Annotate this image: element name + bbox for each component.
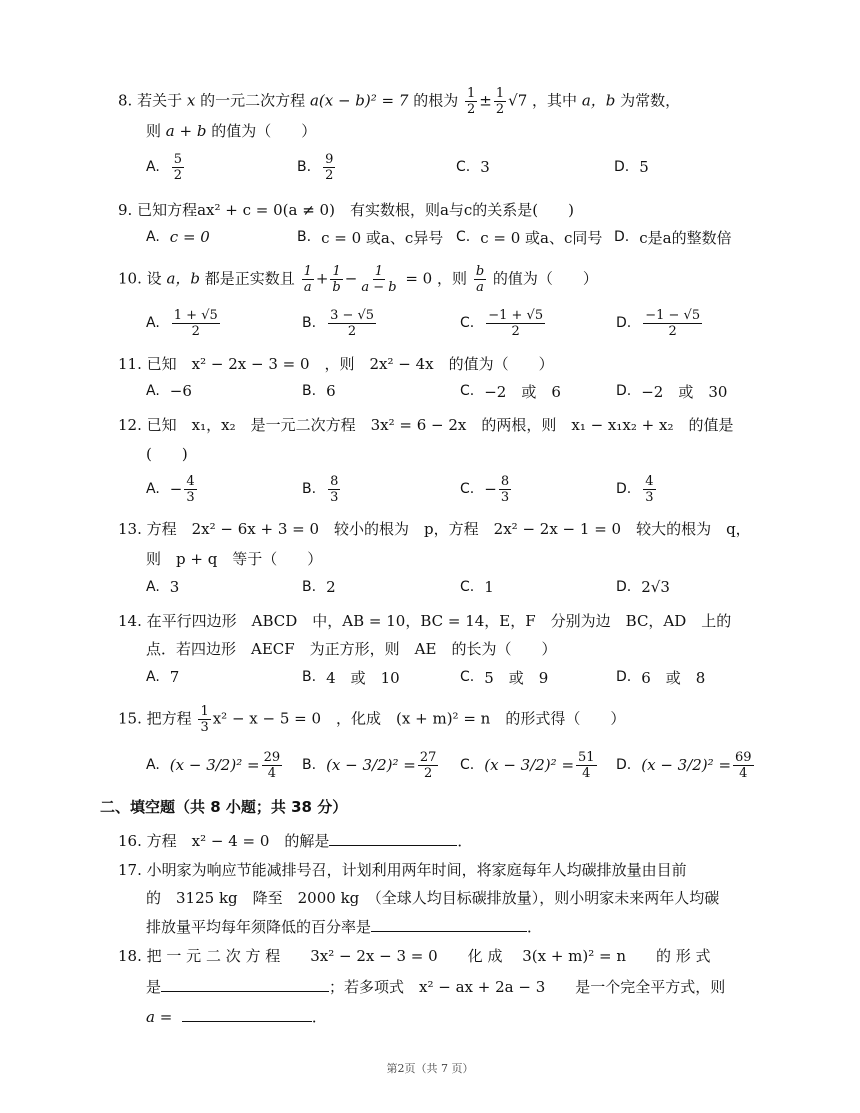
question-text: 若关于: [137, 91, 183, 110]
fraction: $\frac{1}{a}$: [303, 264, 312, 295]
option-a[interactable]: A. (x − 3/2)² = $\frac{29}{4}$: [146, 749, 281, 781]
question-9-line1: [118, 199, 574, 221]
question-text: 的 3125 kg 降至 2000 kg （全球人均目标碳排放量），则小明家未来两年人均碳: [146, 889, 720, 907]
question-12-line2: [146, 443, 188, 465]
option-b[interactable]: B. $\frac{8}{3}$: [302, 473, 339, 505]
question-number: 11.: [118, 355, 142, 373]
question-text: 设: [146, 269, 162, 288]
question-text: ．: [527, 918, 543, 936]
question-16-line1: [118, 829, 472, 852]
question-8-line2: [146, 120, 316, 142]
option-b[interactable]: B. 4 或 10: [302, 668, 400, 687]
option-b[interactable]: B. $\frac{3 - √5}{2}$: [302, 307, 375, 339]
question-17-line2: [146, 887, 719, 909]
math-variable: x: [186, 91, 196, 110]
question-number: 15.: [118, 709, 142, 728]
option-c[interactable]: C. −2 或 6: [460, 382, 561, 401]
fraction: $\frac{1}{2}$: [467, 86, 476, 117]
option-d[interactable]: D. 2√3: [616, 578, 670, 596]
option-b[interactable]: B. 2: [302, 578, 336, 596]
question-number: 18.: [118, 947, 142, 965]
question-8-options: [146, 152, 786, 182]
question-number: 13.: [118, 520, 142, 538]
question-text: 排放量平均每年须降低的百分率是: [146, 918, 372, 936]
math-equation: a(x − b)² = 7: [309, 91, 409, 110]
fraction: $\frac{1}{b}$: [332, 264, 341, 295]
question-text: 在平行四边形 ABCD 中，AB = 10，BC = 14，E，F 分别为边 BC，AD 上的: [146, 612, 732, 630]
question-number: 9.: [118, 201, 133, 219]
question-text: 把方程: [146, 709, 192, 728]
question-14-options: [146, 662, 786, 692]
option-a[interactable]: A. 3: [146, 578, 180, 596]
fraction: $\frac{1}{2}$: [495, 86, 505, 117]
option-c[interactable]: C. 3: [456, 158, 490, 176]
question-text: x² − x − 5 = 0 ，化成 (x + m)² = n 的形式得（ ）: [212, 709, 626, 728]
option-d[interactable]: D. 6 或 8: [616, 668, 706, 687]
question-10-line1: 10. 设 a，b 都是正实数且 $\frac{1}{a}$ + $\frac{1}{b}$ − $\frac{1}{a - b}$ = 0 ，则 $\frac{b}{a}$ 的值为（ ）: [118, 264, 598, 295]
question-15-options: [146, 750, 786, 780]
question-text: 是: [146, 978, 162, 996]
question-text: 已知 x² − 2x − 3 = 0 ，则 2x² − 4x 的值为（ ）: [146, 355, 554, 373]
math-expression: = 0: [405, 269, 433, 288]
option-b[interactable]: B. (x − 3/2)² = $\frac{27}{2}$: [302, 749, 437, 781]
question-text: 方程 x² − 4 = 0 的解是: [146, 832, 330, 850]
question-12-options: [146, 474, 786, 504]
fraction: $\frac{1}{3}$: [200, 704, 209, 735]
option-c[interactable]: C. c = 0 或a、c同号: [456, 228, 603, 247]
question-text: 的值为（ ）: [492, 269, 598, 288]
math-variables: a，b: [166, 269, 200, 288]
question-14-line1: [118, 610, 731, 632]
option-b[interactable]: B. c = 0 或a、c异号: [297, 228, 444, 247]
option-d[interactable]: D. c是a的整数倍: [614, 228, 732, 247]
question-text: 则 p + q 等于（ ）: [146, 550, 323, 568]
answer-blank[interactable]: [329, 829, 457, 846]
question-text: 的根为: [413, 91, 459, 110]
question-text: 的一元二次方程: [200, 91, 306, 110]
question-text: ．: [457, 832, 473, 850]
question-number: 16.: [118, 832, 142, 850]
question-text: 则: [146, 122, 162, 140]
option-b[interactable]: B. $\frac{9}{2}$: [297, 151, 334, 183]
option-d[interactable]: D. 5: [614, 158, 649, 176]
question-18-line3: [146, 1005, 327, 1028]
option-a[interactable]: A. c = 0: [146, 228, 210, 246]
question-9-options: [146, 222, 786, 252]
sqrt-expression: √7: [508, 91, 528, 110]
option-b[interactable]: B. 6: [302, 382, 336, 400]
option-d[interactable]: D. $\frac{4}{3}$: [616, 473, 654, 505]
option-a[interactable]: A. −6: [146, 382, 192, 400]
answer-blank[interactable]: [371, 915, 527, 932]
question-text: 小明家为响应节能减排号召，计划利用两年时间，将家庭每年人均碳排放量由目前: [146, 861, 687, 879]
fraction: $\frac{b}{a}$: [475, 264, 485, 295]
question-11-options: [146, 376, 786, 406]
question-text: 都是正实数且: [204, 269, 295, 288]
question-13-options: [146, 572, 786, 602]
fraction: $\frac{1}{a - b}$: [361, 264, 397, 295]
math-expression: a =: [146, 1008, 173, 1026]
question-text: ，则: [437, 269, 468, 288]
option-c[interactable]: C. $\frac{-1 + √5}{2}$: [460, 307, 544, 339]
question-13-line1: [118, 518, 751, 540]
question-number: 14.: [118, 612, 142, 630]
question-text: 为常数，: [620, 91, 681, 110]
question-text: ，其中: [532, 91, 578, 110]
math-expression: a + b: [165, 122, 207, 140]
question-number: 12.: [118, 416, 142, 434]
question-number: 17.: [118, 861, 142, 879]
answer-blank[interactable]: [182, 1005, 312, 1022]
question-14-line2: [146, 638, 556, 660]
question-18-line1: [118, 945, 711, 967]
question-text: 已知方程ax² + c = 0(a ≠ 0) 有实数根，则a与c的关系是( ): [137, 201, 575, 219]
section-title: 二、填空题（共 8 小题；共 38 分）: [100, 798, 348, 816]
question-text: ．: [311, 1008, 327, 1026]
option-d[interactable]: D. (x − 3/2)² = $\frac{69}{4}$: [616, 749, 752, 781]
question-17-line3: [146, 915, 542, 938]
question-17-line1: [118, 859, 687, 881]
option-d[interactable]: D. $\frac{-1 - √5}{2}$: [616, 307, 701, 339]
option-a[interactable]: A. $\frac{5}{2}$: [146, 151, 183, 183]
option-c[interactable]: C. 1: [460, 578, 494, 596]
question-10-options: [146, 308, 786, 338]
answer-blank[interactable]: [161, 975, 329, 992]
question-text: 已知 x₁，x₂ 是一元二次方程 3x² = 6 − 2x 的两根，则 x₁ − x₁x₂ + x₂ 的值是: [146, 416, 734, 434]
option-d[interactable]: D. −2 或 30: [616, 382, 728, 401]
math-variables: a，b: [581, 91, 616, 110]
option-c[interactable]: C. (x − 3/2)² = $\frac{51}{4}$: [460, 749, 595, 781]
question-text: 点．若四边形 AECF 为正方形，则 AE 的长为（ ）: [146, 640, 557, 658]
question-12-line1: [118, 414, 733, 436]
question-text: ；若多项式 x² − ax + 2a − 3 是一个完全平方式，则: [329, 978, 726, 996]
page-footer: 第2页（共 7 页）: [386, 1062, 474, 1075]
question-number: 8.: [118, 91, 133, 110]
question-text: 把 一 元 二 次 方 程 3x² − 2x − 3 = 0 化 成 3(x + m)² = n 的 形 式: [146, 947, 711, 965]
option-a[interactable]: A. − $\frac{4}{3}$: [146, 473, 195, 505]
question-8-line1: [118, 86, 680, 117]
question-13-line2: [146, 548, 322, 570]
answer-bracket: ( ): [146, 445, 188, 463]
question-18-line2: [146, 975, 725, 998]
question-11-line1: [118, 353, 554, 375]
option-a[interactable]: A. 7: [146, 668, 180, 686]
question-text: 方程 2x² − 6x + 3 = 0 较小的根为 p，方程 2x² − 2x − 1 = 0 较大的根为 q，: [146, 520, 751, 538]
plus-minus: ±: [479, 91, 492, 110]
question-number: 10.: [118, 269, 142, 288]
option-c[interactable]: C. 5 或 9: [460, 668, 549, 687]
option-a[interactable]: A. $\frac{1 + √5}{2}$: [146, 307, 218, 339]
question-15-line1: [118, 704, 625, 735]
option-c[interactable]: C. − $\frac{8}{3}$: [460, 473, 510, 505]
question-text: 的值为（ ）: [211, 122, 317, 140]
